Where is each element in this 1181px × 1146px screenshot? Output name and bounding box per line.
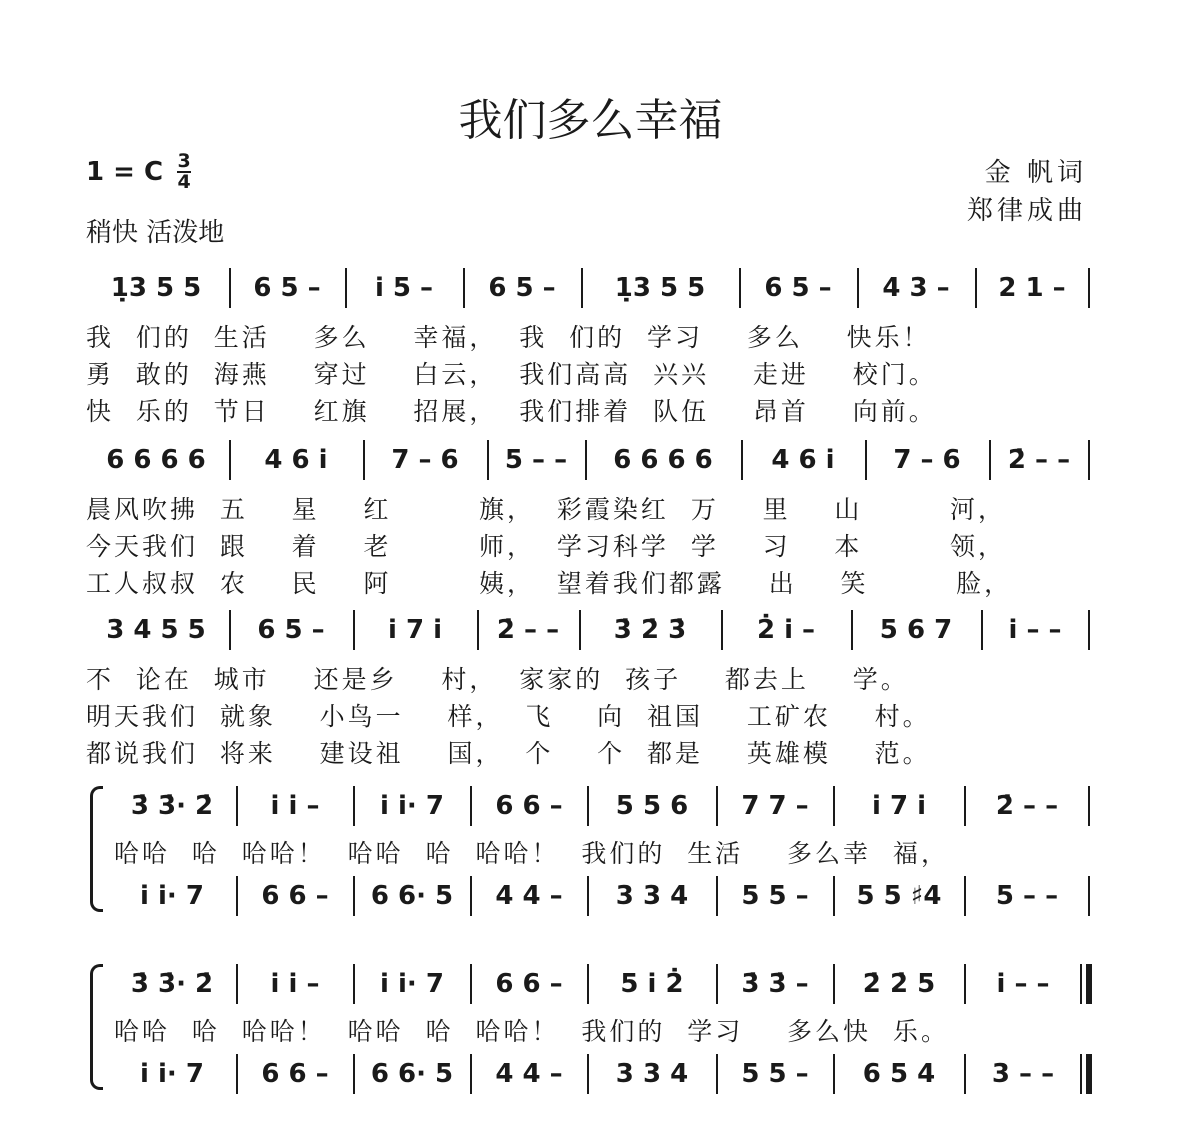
lyric-line: 快 乐的 节日 红旗 招展， 我们排着 队伍 昂首 向前。 xyxy=(86,397,937,426)
measure: 7 – 6 xyxy=(391,445,459,475)
measure: 2 1 – xyxy=(998,273,1066,303)
measure: 3̇ 3̇· 2̇ xyxy=(130,791,214,821)
key-signature xyxy=(86,152,191,192)
measure: 3 3 4 xyxy=(615,881,689,911)
measure: i 5 – xyxy=(374,273,434,303)
measure: 2̇ 2̇ 5 xyxy=(862,969,936,999)
measure: i i – xyxy=(270,969,320,999)
upper-voice-row xyxy=(112,786,1090,826)
key-label: 1 = C xyxy=(86,157,164,187)
measure: i i· 7 xyxy=(380,791,444,821)
time-signature xyxy=(177,152,191,192)
measure: 5 5 6 xyxy=(615,791,689,821)
measure: 5 5 – xyxy=(741,1059,809,1089)
measure: 4 4 – xyxy=(495,1059,563,1089)
upper-voice-row xyxy=(112,964,1090,1004)
lyric-line: 哈哈 哈 哈哈！ 哈哈 哈 哈哈！ 我们的 生活 多么幸 福， xyxy=(114,839,949,868)
lyric-line: 不 论在 城市 还是乡 村， 家家的 孩子 都去上 学。 xyxy=(86,665,909,694)
measure: i – – xyxy=(996,969,1050,999)
measure: i 7 i xyxy=(871,791,927,821)
lyricist-credit: 金 帆词 xyxy=(984,158,1087,188)
lyric-line: 今天我们 跟 着 老 师， 学习科学 学 习 本 领， xyxy=(86,532,1006,561)
system-brace xyxy=(90,964,103,1090)
measure: 6 5 – xyxy=(488,273,556,303)
lyric-line: 都说我们 将来 建设祖 国， 个 个 都是 英雄模 范。 xyxy=(86,739,931,768)
lower-voice-row xyxy=(112,876,1090,916)
score-system-2 xyxy=(86,440,1090,600)
lower-voice-row xyxy=(112,1054,1090,1094)
measure: 3 3 4 xyxy=(615,1059,689,1089)
composer-credit: 郑律成曲 xyxy=(966,196,1087,226)
score-system-3 xyxy=(86,610,1090,770)
measure: 6 6 – xyxy=(495,791,563,821)
notes-row xyxy=(86,268,1090,308)
measure: 6 5 – xyxy=(764,273,832,303)
measure: 4 4 – xyxy=(495,881,563,911)
measure: 5 – – xyxy=(504,445,568,475)
measure: 5 i 2̇ xyxy=(620,969,684,999)
system-brace xyxy=(90,786,103,912)
measure: 7 7 – xyxy=(741,791,809,821)
score-system-5 xyxy=(86,962,1090,1092)
measure: 6 5 4 xyxy=(862,1059,936,1089)
time-sig-bottom: 4 xyxy=(177,171,191,193)
measure: 6 6 – xyxy=(261,881,329,911)
notes-row xyxy=(86,610,1090,650)
lyric-line: 哈哈 哈 哈哈！ 哈哈 哈 哈哈！ 我们的 学习 多么快 乐。 xyxy=(114,1017,949,1046)
lyric-line: 我 们的 生活 多么 幸福， 我 们的 学习 多么 快乐！ xyxy=(86,323,931,352)
song-title: 我们多么幸福 xyxy=(458,95,723,146)
tempo-marking: 稍快 活泼地 xyxy=(86,218,225,248)
measure: 1̣3 5 5 xyxy=(614,273,706,303)
time-sig-top: 3 xyxy=(177,150,191,172)
lyric-line: 晨风吹拂 五 星 红 旗， 彩霞染红 万 里 山 河， xyxy=(86,495,1006,524)
measure: 6 6· 5 xyxy=(370,881,454,911)
measure: 7 – 6 xyxy=(893,445,961,475)
lyric-line: 勇 敢的 海燕 穿过 白云， 我们高高 兴兴 走进 校门。 xyxy=(86,360,937,389)
measure: 2̇ i – xyxy=(756,615,816,645)
lyric-line: 工人叔叔 农 民 阿 姨， 望着我们都露 出 笑 脸， xyxy=(86,569,1013,598)
measure: 6 6· 5 xyxy=(370,1059,454,1089)
measure: 2̇ – – xyxy=(496,615,560,645)
measure: i i· 7 xyxy=(140,1059,204,1089)
measure: i i· 7 xyxy=(380,969,444,999)
lyric-line: 明天我们 就象 小鸟一 样， 飞 向 祖国 工矿农 村。 xyxy=(86,702,931,731)
measure: 3̇ 3̇· 2̇ xyxy=(130,969,214,999)
measure: 1̣3 5 5 xyxy=(110,273,202,303)
measure: 6 6 – xyxy=(495,969,563,999)
measure: i 7 i xyxy=(387,615,443,645)
measure: 3 – – xyxy=(991,1059,1055,1089)
measure: i i· 7 xyxy=(140,881,204,911)
measure: 6 6 6 6 xyxy=(106,445,206,475)
measure: 2̇ – – xyxy=(1007,445,1071,475)
measure: 3̇ 2̇ 3̇ xyxy=(613,615,687,645)
measure: 3̇ 3̇ – xyxy=(741,969,809,999)
measure: i i – xyxy=(270,791,320,821)
measure: 4 3 – xyxy=(882,273,950,303)
measure: 6 5 – xyxy=(253,273,321,303)
measure: 5 5 – xyxy=(741,881,809,911)
measure: 6 6 6 6 xyxy=(613,445,713,475)
measure: 6 5 – xyxy=(257,615,325,645)
notes-row xyxy=(86,440,1090,480)
measure: 6 6 – xyxy=(261,1059,329,1089)
measure: 2̇ – – xyxy=(995,791,1059,821)
measure: 5 5 ♯4 xyxy=(856,881,942,911)
measure: 5 – – xyxy=(995,881,1059,911)
measure: 4 6 i xyxy=(771,445,835,475)
score-system-4 xyxy=(86,784,1090,914)
measure: 5 6 7 xyxy=(879,615,953,645)
measure: 3 4 5 5 xyxy=(106,615,206,645)
measure: 4 6 i xyxy=(264,445,328,475)
measure: i – – xyxy=(1008,615,1062,645)
score-system-1 xyxy=(86,268,1090,428)
